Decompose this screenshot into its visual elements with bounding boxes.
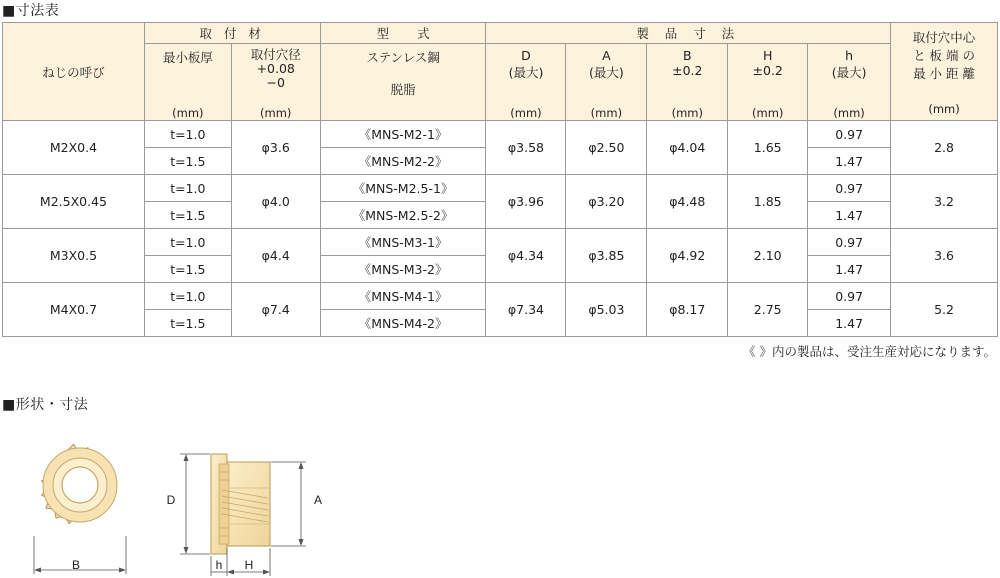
- header-edge-distance: [891, 23, 998, 121]
- table-cell-thickness: t=1.5: [144, 256, 231, 283]
- B-sub: ±0.2: [672, 63, 703, 78]
- header-type-group: 型 式: [320, 23, 486, 44]
- side-view: [180, 454, 306, 576]
- min-thickness-label: 最小板厚: [162, 50, 213, 65]
- unit-label: (mm): [260, 106, 292, 120]
- h-label: h: [845, 48, 854, 63]
- hole-tolerance-plus: +0.08: [256, 61, 295, 76]
- table-cell-model: 《MNS-M4-2》: [320, 310, 486, 337]
- H-sub: ±0.2: [752, 63, 783, 78]
- knurl-band: [219, 464, 229, 544]
- table-cell-model: 《MNS-M3-2》: [320, 256, 486, 283]
- header-min-thickness: [144, 44, 231, 121]
- table-cell-D: φ7.34: [486, 283, 566, 337]
- table-row-nominal: M3X0.5: [3, 229, 145, 283]
- front-view: [34, 444, 126, 574]
- D-label: D: [521, 48, 531, 63]
- unit-label: (mm): [752, 106, 784, 120]
- table-cell-A: φ3.20: [566, 175, 647, 229]
- table-cell-model: 《MNS-M2.5-1》: [320, 175, 486, 202]
- table-cell-model: 《MNS-M2-1》: [320, 121, 486, 148]
- header-H: [728, 44, 808, 121]
- footnote: 《 》内の製品は、受注生産対応になります。: [743, 344, 996, 359]
- header-A: [566, 44, 647, 121]
- degrease-label: 脱脂: [390, 82, 416, 97]
- shape-drawing: [0, 428, 340, 578]
- unit-label: (mm): [590, 106, 623, 120]
- header-edge-line3: 最 小 距 離: [913, 65, 975, 81]
- table-cell-h: 0.97: [808, 175, 891, 202]
- table-cell-H: 2.10: [728, 229, 808, 283]
- table-cell-thickness: t=1.5: [144, 310, 231, 337]
- label-h: h: [215, 558, 223, 572]
- header-edge-line2: と 板 端 の: [913, 47, 975, 63]
- A-sub: (最大): [588, 65, 624, 80]
- table-cell-thickness: t=1.5: [144, 202, 231, 229]
- table-cell-thickness: t=1.0: [144, 121, 231, 148]
- unit-label: (mm): [928, 101, 960, 116]
- table-cell-A: φ2.50: [566, 121, 647, 175]
- section-title-dimensions: ■寸法表: [2, 3, 60, 19]
- header-B: [647, 44, 728, 121]
- table-cell-h: 1.47: [808, 202, 891, 229]
- table-cell-thickness: t=1.5: [144, 148, 231, 175]
- stainless-label: ステンレス鋼: [366, 50, 440, 65]
- table-cell-h: 1.47: [808, 310, 891, 337]
- section-title-shape: ■形状・寸法: [2, 397, 89, 413]
- table-cell-hole: φ7.4: [231, 283, 320, 337]
- header-mounting-group: 取 付 材: [144, 23, 320, 44]
- table-cell-hole: φ4.4: [231, 229, 320, 283]
- table-cell-edge: 5.2: [891, 283, 998, 337]
- table-cell-B: φ8.17: [647, 283, 728, 337]
- table-cell-B: φ4.04: [647, 121, 728, 175]
- table-cell-edge: 2.8: [891, 121, 998, 175]
- table-cell-H: 1.65: [728, 121, 808, 175]
- unit-label: (mm): [510, 106, 542, 120]
- A-label: A: [602, 48, 611, 63]
- hole-diameter-label: 取付穴径: [250, 47, 301, 62]
- bore-hole: [62, 467, 98, 503]
- table-cell-B: φ4.92: [647, 229, 728, 283]
- table-cell-model: 《MNS-M2.5-2》: [320, 202, 486, 229]
- header-edge-line1: 取付穴中心: [912, 29, 976, 45]
- table-row-nominal: M2X0.4: [3, 121, 145, 175]
- table-cell-h: 1.47: [808, 256, 891, 283]
- unit-label: (mm): [833, 106, 865, 120]
- table-cell-A: φ5.03: [566, 283, 647, 337]
- label-A: A: [313, 493, 323, 507]
- table-cell-D: φ3.58: [486, 121, 566, 175]
- table-cell-thickness: t=1.0: [144, 283, 231, 310]
- dimension-table: [2, 22, 998, 337]
- table-cell-h: 1.47: [808, 148, 891, 175]
- header-D: [486, 44, 566, 121]
- H-label: H: [762, 48, 773, 63]
- table-cell-hole: φ3.6: [231, 121, 320, 175]
- table-cell-thickness: t=1.0: [144, 175, 231, 202]
- header-product-group: 製 品 寸 法: [486, 23, 891, 44]
- table-cell-h: 0.97: [808, 229, 891, 256]
- header-stainless: [320, 44, 486, 121]
- hole-tolerance-minus: −0: [266, 75, 285, 90]
- table-cell-h: 0.97: [808, 121, 891, 148]
- header-hole-diameter: [231, 44, 320, 121]
- header-h: [808, 44, 891, 121]
- table-cell-B: φ4.48: [647, 175, 728, 229]
- unit-label: (mm): [172, 106, 204, 120]
- table-cell-D: φ3.96: [486, 175, 566, 229]
- table-cell-edge: 3.2: [891, 175, 998, 229]
- table-cell-hole: φ4.0: [231, 175, 320, 229]
- table-cell-model: 《MNS-M2-2》: [320, 148, 486, 175]
- B-label: B: [683, 48, 692, 63]
- table-cell-H: 1.85: [728, 175, 808, 229]
- label-D: D: [166, 493, 176, 507]
- table-cell-D: φ4.34: [486, 229, 566, 283]
- table-row-nominal: M2.5X0.45: [3, 175, 145, 229]
- table-cell-thickness: t=1.0: [144, 229, 231, 256]
- unit-label: (mm): [671, 106, 703, 120]
- label-B: B: [71, 558, 81, 572]
- h-sub: (最大): [831, 65, 867, 80]
- label-H: H: [244, 558, 254, 572]
- table-cell-edge: 3.6: [891, 229, 998, 283]
- table-row-nominal: M4X0.7: [3, 283, 145, 337]
- D-sub: (最大): [508, 65, 544, 80]
- table-cell-model: 《MNS-M3-1》: [320, 229, 486, 256]
- table-cell-A: φ3.85: [566, 229, 647, 283]
- table-cell-model: 《MNS-M4-1》: [320, 283, 486, 310]
- header-nominal: ねじの呼び: [3, 23, 145, 121]
- table-cell-H: 2.75: [728, 283, 808, 337]
- table-cell-h: 0.97: [808, 283, 891, 310]
